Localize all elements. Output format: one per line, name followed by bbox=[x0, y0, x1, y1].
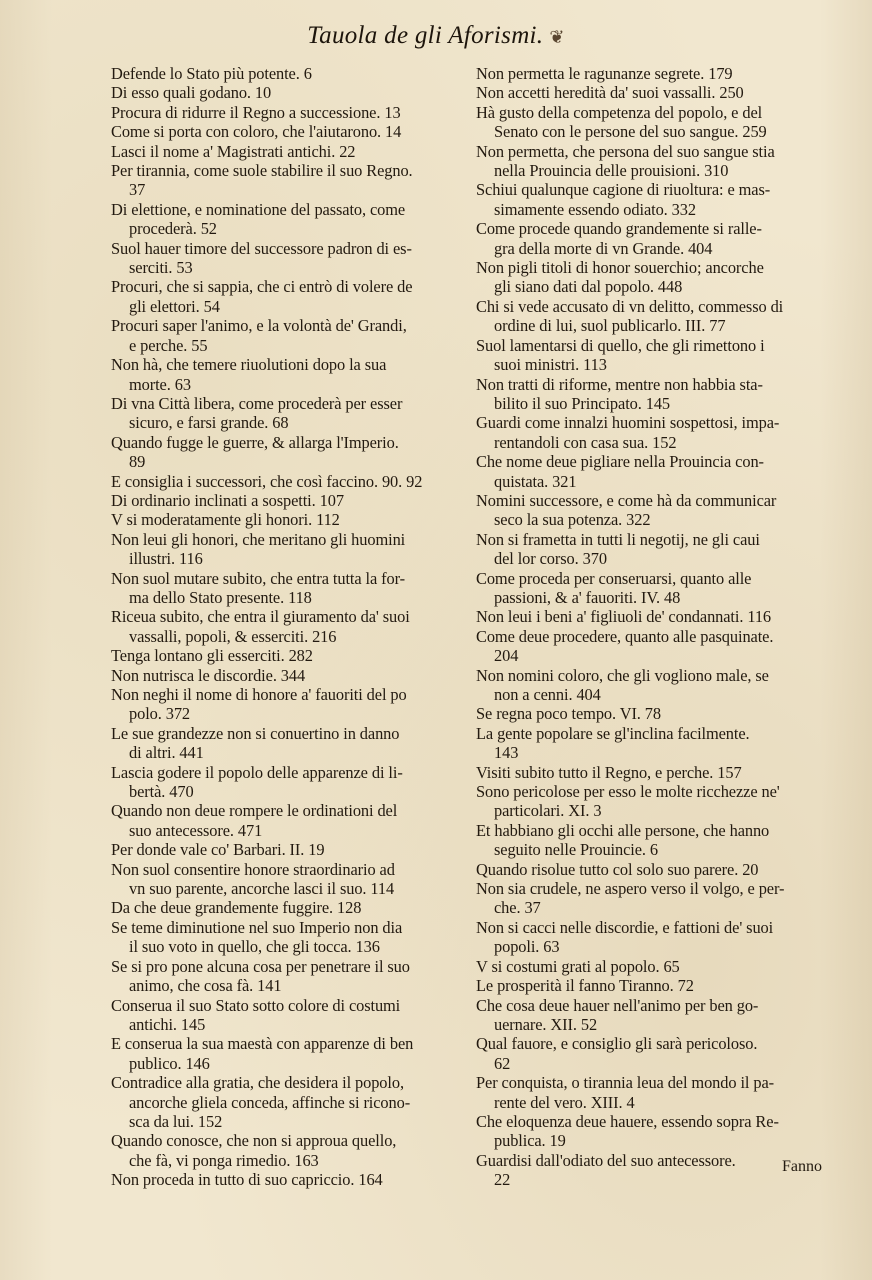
page-title bbox=[0, 22, 872, 50]
index-entry: E consiglia i successori, che così faccino. 90. 92 bbox=[111, 471, 423, 491]
index-entry: Non neghi il nome di honore a' fauoriti del po polo. 372 bbox=[111, 685, 407, 724]
index-entry: Per tirannia, come suole stabilire il suo Regno. 37 bbox=[111, 161, 413, 200]
index-right-column bbox=[476, 64, 834, 1190]
index-entry: Nomini successore, e come hà da communicar seco la sua potenza. 322 bbox=[476, 490, 777, 530]
index-entry: Di esso quali godano. 10 bbox=[111, 83, 272, 103]
index-entry: V si costumi grati al popolo. 65 bbox=[476, 956, 680, 976]
index-entry: Non si cacci nelle discordie, e fattioni de' suoi popoli. 63 bbox=[476, 917, 774, 957]
index-entry: Sono pericolose per esso le molte ricchezze ne' particolari. XI. 3 bbox=[476, 782, 780, 821]
index-entry: Come deue procedere, quanto alle pasquinate. 204 bbox=[476, 626, 774, 666]
index-entry: Che eloquenza deue hauere, essendo sopra Re- publica. 19 bbox=[476, 1111, 779, 1151]
index-entry: Riceua subito, che entra il giuramento da' suoi vassalli, popoli, & esserciti. 216 bbox=[111, 607, 410, 646]
index-entry: Schiui qualunque cagione di riuoltura: e mas- simamente essendo odiato. 332 bbox=[476, 180, 771, 219]
index-entry: La gente popolare se gl'inclina facilmente. 143 bbox=[476, 723, 750, 763]
index-entry: Non permetta, che persona del suo sangue stia nella Prouincia delle prouisioni. 310 bbox=[476, 141, 775, 181]
index-entry: Non leui gli honori, che meritano gli huomini illustri. 116 bbox=[111, 529, 406, 569]
ornament-icon: ❦ bbox=[549, 27, 565, 47]
index-entry: Non pigli titoli di honor souerchio; ancorche gli siano dati dal popolo. 448 bbox=[476, 258, 764, 297]
index-entry: Non sia crudele, ne aspero verso il volgo, e per- che. 37 bbox=[476, 879, 785, 918]
index-entry: Procuri saper l'animo, e la volontà de' Grandi, e perche. 55 bbox=[111, 316, 407, 355]
index-entry: Contradice alla gratia, che desidera il popolo, ancorche gliela conceda, affinche si ricono- sca da lui. 152 bbox=[111, 1073, 411, 1131]
index-entry: Conserua il suo Stato sotto colore di costumi antichi. 145 bbox=[111, 995, 401, 1034]
index-left-column bbox=[111, 64, 475, 1190]
index-entry: Non suol consentire honore straordinario ad vn suo parente, ancorche lasci il suo. 114 bbox=[111, 859, 395, 899]
index-entry: Non suol mutare subito, che entra tutta la for- ma dello Stato presente. 118 bbox=[111, 568, 406, 607]
index-entry: Che cosa deue hauer nell'animo per ben go- uernare. XII. 52 bbox=[476, 995, 759, 1034]
index-entry: Non si frametta in tutti li negotij, ne gli caui del lor corso. 370 bbox=[476, 529, 760, 569]
index-entry: Non nomini coloro, che gli vogliono male, se non a cenni. 404 bbox=[476, 665, 769, 704]
index-entry: Come proceda per conseruarsi, quanto alle passioni, & a' fauoriti. IV. 48 bbox=[476, 568, 752, 607]
index-entry: Non tratti di riforme, mentre non habbia sta- bilito il suo Principato. 145 bbox=[476, 374, 763, 413]
index-entry: Di vna Città libera, come procederà per esser sicuro, e farsi grande. 68 bbox=[111, 393, 403, 433]
index-entry: Quando non deue rompere le ordinationi del suo antecessore. 471 bbox=[111, 801, 398, 840]
page-title-text: Tauola de gli Aforismi. bbox=[307, 22, 544, 49]
index-entry: Come procede quando grandemente si ralle- gra della morte di vn Grande. 404 bbox=[476, 219, 762, 258]
index-entry: Guardi come innalzi huomini sospettosi, impa- rentandoli con casa sua. 152 bbox=[476, 413, 780, 452]
index-entry: Non hà, che temere riuolutioni dopo la sua morte. 63 bbox=[111, 355, 387, 394]
index-entry: Non nutrisca le discordie. 344 bbox=[111, 665, 306, 685]
index-entry: Le prosperità il fanno Tiranno. 72 bbox=[476, 976, 694, 996]
index-entry: Che nome deue pigliare nella Prouincia con- quistata. 321 bbox=[476, 452, 764, 491]
index-entry: Et habbiano gli occhi alle persone, che hanno seguito nelle Prouincie. 6 bbox=[476, 820, 770, 860]
catchword: Fanno bbox=[782, 1158, 822, 1175]
index-entry: Hà gusto della competenza del popolo, e del Senato con le persone del suo sangue. 259 bbox=[476, 102, 767, 142]
index-entry: Non permetta le ragunanze segrete. 179 bbox=[476, 64, 733, 83]
index-entry: Lascia godere il popolo delle apparenze di li- bertà. 470 bbox=[111, 762, 403, 802]
index-entry: Non leui i beni a' figliuoli de' condannati. 116 bbox=[476, 607, 772, 627]
index-entry: Quando fugge le guerre, & allarga l'Imperio. 89 bbox=[111, 432, 399, 472]
index-entry: Se si pro pone alcuna cosa per penetrare il suo animo, che cosa fà. 141 bbox=[111, 956, 410, 996]
index-entry: Lasci il nome a' Magistrati antichi. 22 bbox=[111, 141, 356, 161]
index-entry: Suol hauer timore del successore padron di es- serciti. 53 bbox=[111, 238, 412, 278]
index-entry: Quando risolue tutto col solo suo parere. 20 bbox=[476, 859, 759, 879]
index-entry: Visiti subito tutto il Regno, e perche. 157 bbox=[476, 762, 742, 782]
index-entry: Di elettione, e nominatione del passato, come procederà. 52 bbox=[111, 199, 406, 239]
index-entry: Procura di ridurre il Regno a successione. 13 bbox=[111, 102, 401, 122]
index-entry: V si moderatamente gli honori. 112 bbox=[111, 510, 340, 530]
index-entry: E conserua la sua maestà con apparenze di ben publico. 146 bbox=[111, 1034, 414, 1073]
index-entry: Se regna poco tempo. VI. 78 bbox=[476, 704, 661, 724]
index-entry: Suol lamentarsi di quello, che gli rimettono i suoi ministri. 113 bbox=[476, 335, 765, 375]
index-entry: Se teme diminutione nel suo Imperio non dia il suo voto in quello, che gli tocca. 136 bbox=[111, 917, 403, 957]
index-entry: Come si porta con coloro, che l'aiutarono. 14 bbox=[111, 122, 402, 142]
index-entry: Qual fauore, e consiglio gli sarà pericoloso. 62 bbox=[476, 1034, 758, 1073]
index-entry: Tenga lontano gli esserciti. 282 bbox=[111, 646, 313, 666]
index-entry: Defende lo Stato più potente. 6 bbox=[111, 64, 312, 83]
index-entry: Per donde vale co' Barbari. II. 19 bbox=[111, 840, 325, 860]
index-entry: Non proceda in tutto di suo capriccio. 164 bbox=[111, 1170, 383, 1190]
index-entry: Da che deue grandemente fuggire. 128 bbox=[111, 898, 362, 918]
index-entry: Procuri, che si sappia, che ci entrò di volere de gli elettori. 54 bbox=[111, 277, 413, 316]
index-entry: Chi si vede accusato di vn delitto, commesso di ordine di lui, suol publicarlo. III. 77 bbox=[476, 296, 784, 336]
index-entry: Le sue grandezze non si conuertino in danno di altri. 441 bbox=[111, 723, 400, 763]
index-entry: Di ordinario inclinati a sospetti. 107 bbox=[111, 490, 344, 510]
index-entry: Guardisi dall'odiato del suo antecessore. 22 bbox=[476, 1150, 736, 1190]
index-entry: Non accetti heredità da' suoi vassalli. 250 bbox=[476, 83, 744, 103]
index-entry: Quando conosce, che non si approua quello, che fà, vi ponga rimedio. 163 bbox=[111, 1131, 397, 1170]
index-entry: Per conquista, o tirannia leua del mondo il pa- rente del vero. XIII. 4 bbox=[476, 1073, 774, 1112]
